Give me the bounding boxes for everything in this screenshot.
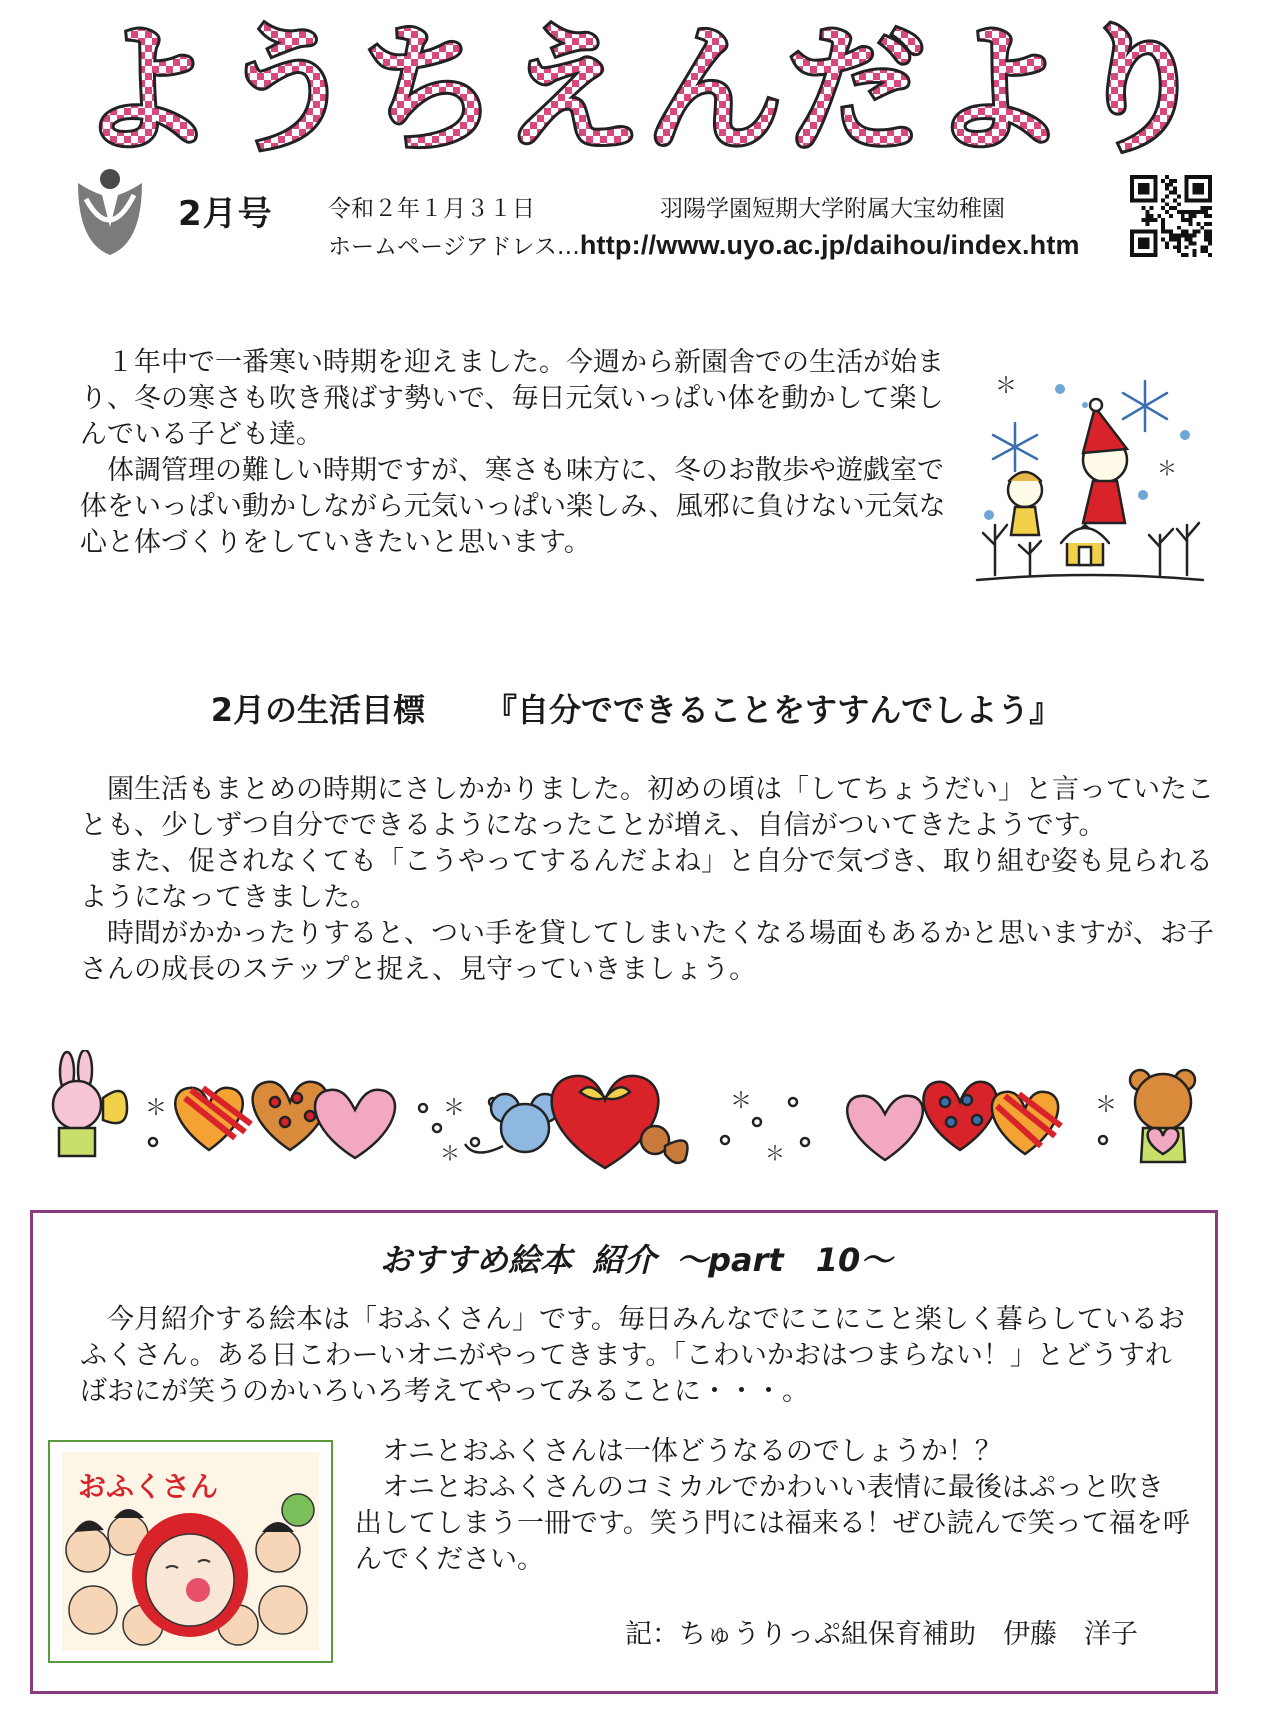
- book-paragraph: 今月紹介する絵本は「おふくさん」です。毎日みんなでにこにこと楽しく暮らしているおふくさん。ある日こわーいオニがやってきます。「こわいかおはつまらない！」とどうすればおにが笑うのかいろいろ考えてやってみることに・・・。: [80, 1304, 1185, 1407]
- pink-heart-icon: [315, 1090, 395, 1158]
- winter-children-illustration: [975, 375, 1205, 590]
- red-heart-icon: [552, 1076, 659, 1168]
- book-paragraph-block: [355, 1434, 1190, 1578]
- book-cover-image: [48, 1440, 333, 1663]
- squirrel-icon: [641, 1126, 688, 1163]
- dotted-heart-icon: [923, 1082, 996, 1150]
- book-paragraph: オニとおふくさんは一体どうなるのでしょうか！？: [355, 1436, 1002, 1467]
- masthead-title: [40, 10, 1250, 160]
- goal-section: [80, 772, 1235, 988]
- intro-section: [80, 345, 950, 561]
- book-cover-title: おふくさん: [77, 1470, 219, 1503]
- book-title-part: ～part 10～: [676, 1241, 893, 1279]
- homepage-label: ホームページアドレス…: [328, 234, 580, 260]
- intro-paragraph: 体調管理の難しい時期ですが、寒さも味方に、冬のお散歩や遊戯室で体をいっぱい動かしながら元気いっぱい楽しみ、風邪に負けない元気な心と体づくりをしていきたいと思います。: [80, 455, 946, 558]
- author-credit: 記：ちゅうりっぷ組保育補助 伊藤 洋子: [625, 1619, 1138, 1650]
- qr-code-icon: [1130, 175, 1212, 257]
- svg-text:＊: ＊: [1157, 456, 1177, 480]
- snowflake-icon: [993, 423, 1037, 471]
- homepage-row: [328, 228, 1080, 261]
- goal-heading-label: 2月の生活目標: [210, 691, 425, 729]
- goal-paragraph: また、促されなくても「こうやってするんだよね」と自分で気づき、取り組む姿も見られるようになってきました。: [80, 846, 1213, 913]
- svg-text:＊: ＊: [995, 375, 1018, 399]
- bear-icon: [1130, 1070, 1195, 1162]
- svg-text:＊: ＊: [765, 1141, 785, 1165]
- hearts-decoration-border: [45, 1050, 1227, 1175]
- goal-paragraph: 時間がかかったりすると、つい手を貸してしまいたくなる場面もあるかと思いますが、お子さんの成長のステップと捉え、見守っていきましょう。: [80, 918, 1214, 985]
- school-logo: [70, 165, 150, 260]
- svg-text:＊: ＊: [730, 1089, 753, 1114]
- striped-heart-icon: [175, 1088, 251, 1150]
- pink-heart-icon: [847, 1096, 923, 1160]
- book-title-part: 紹介: [592, 1241, 657, 1279]
- book-section-title: [0, 1235, 1272, 1281]
- striped-heart-icon: [992, 1092, 1061, 1154]
- intro-paragraph: １年中で一番寒い時期を迎えました。今週から新園舎での生活が始まり、冬の寒さも吹き飛ばす勢いで、毎日元気いっぱい体を動かして楽しんでいる子ども達。: [80, 347, 944, 450]
- svg-text:＊: ＊: [145, 1096, 168, 1121]
- book-paragraph: オニとおふくさんのコミカルでかわいい表情に最後はぷっと吹き出してしまう一冊です。笑う門には福来る！ぜひ読んで笑って福を呼んでください。: [355, 1472, 1190, 1575]
- bunny-icon: [53, 1050, 127, 1156]
- homepage-url[interactable]: http://www.uyo.ac.jp/daihou/index.htm: [579, 230, 1080, 260]
- issue-label: 2月号: [178, 194, 273, 234]
- goal-heading: [0, 685, 1272, 731]
- goal-paragraph: 園生活もまとめの時期にさしかかりました。初めの頃は「してちょうだい」と言っていたことも、少しずつ自分でできるようになったことが増え、自信がついてきたようです。: [80, 774, 1214, 841]
- school-name: 羽陽学園短期大学附属大宝幼稚園: [660, 196, 1005, 222]
- book-title-part: おすすめ絵本: [379, 1241, 573, 1279]
- masthead-text: ようちえんだより: [76, 10, 1214, 160]
- svg-text:＊: ＊: [1095, 1093, 1118, 1118]
- svg-text:＊: ＊: [443, 1096, 466, 1121]
- svg-text:＊: ＊: [440, 1141, 460, 1165]
- snowflake-icon: [1123, 381, 1167, 431]
- issue-date: 令和２年１月３１日: [328, 196, 535, 222]
- goal-heading-text: 『自分でできることをすすんでしよう』: [484, 691, 1062, 729]
